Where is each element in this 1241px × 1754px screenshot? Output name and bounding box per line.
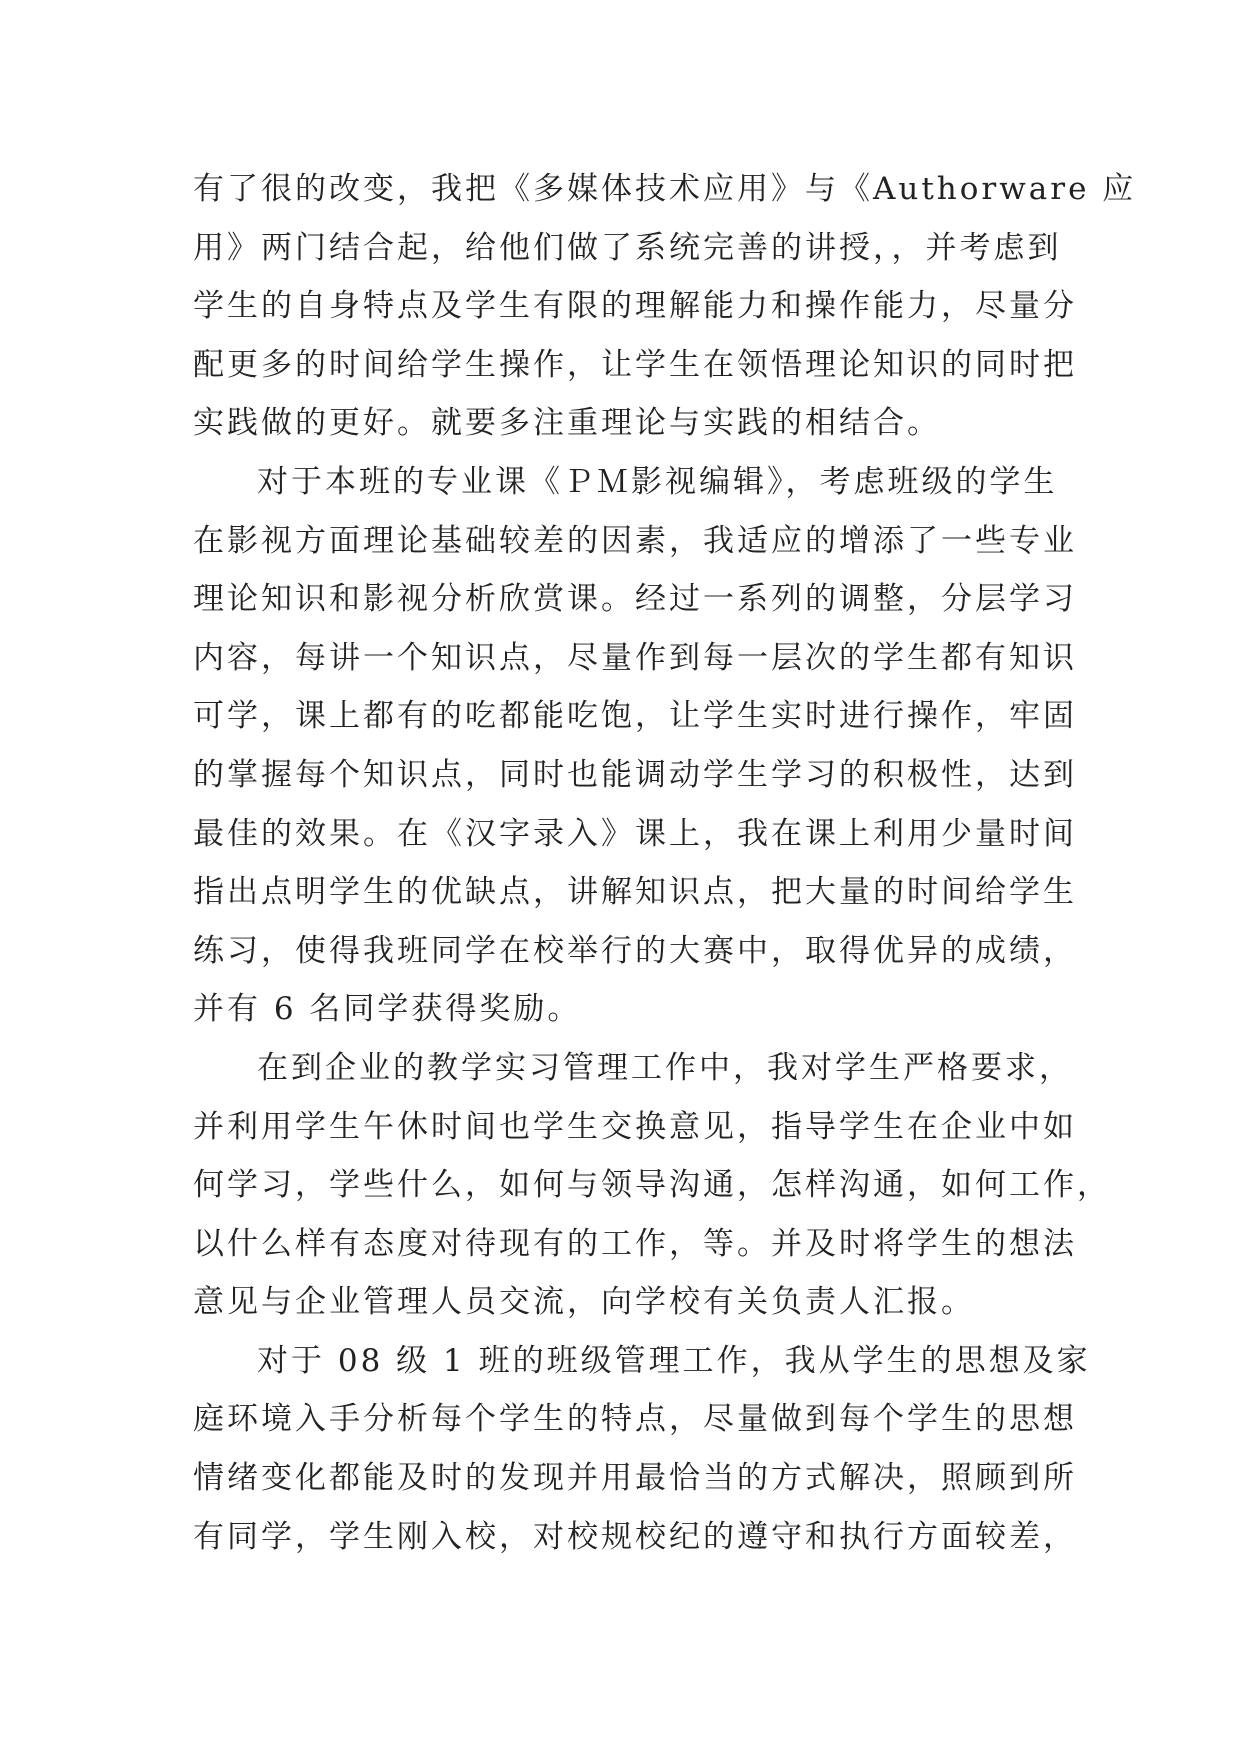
text-line: 学生的自身特点及学生有限的理解能力和操作能力，尽量分 [193, 288, 1077, 325]
document-body [193, 160, 1137, 1566]
text-line: 以什么样有态度对待现有的工作，等。并及时将学生的想法 [193, 1225, 1077, 1262]
paragraph [193, 160, 1137, 453]
text-line: 理论知识和影视分析欣赏课。经过一系列的调整，分层学习 [193, 581, 1077, 618]
paragraph [193, 1332, 1091, 1566]
text-line: 内容，每讲一个知识点，尽量作到每一层次的学生都有知识 [193, 639, 1077, 676]
text-line: 何学习，学些什么，如何与领导沟通，怎样沟通，如何工作， [193, 1167, 1111, 1204]
text-line: 庭环境入手分析每个学生的特点，尽量做到每个学生的思想 [193, 1401, 1077, 1438]
text-line: 配更多的时间给学生操作，让学生在领悟理论知识的同时把 [193, 346, 1077, 383]
text-line: 情绪变化都能及时的发现并用最恰当的方式解决，照顾到所 [193, 1460, 1077, 1497]
text-line: 实践做的更好。就要多注重理论与实践的相结合。 [193, 405, 941, 442]
text-line: 指出点明学生的优缺点，讲解知识点，把大量的时间给学生 [193, 874, 1077, 911]
text-line: 并利用学生午休时间也学生交换意见，指导学生在企业中如 [193, 1108, 1077, 1145]
text-line: 用》两门结合起，给他们做了系统完善的讲授，，并考虑到 [193, 229, 1062, 266]
text-line: 可学，课上都有的吃都能吃饱，让学生实时进行操作，牢固 [193, 698, 1077, 735]
text-line: 有同学，学生刚入校，对校规校纪的遵守和执行方面较差， [193, 1518, 1077, 1555]
text-line: 有了很的改变，我把《多媒体技术应用》与《Authorware 应 [193, 171, 1137, 207]
text-line: 对于本班的专业课《ＰＭ影视编辑》，考虑班级的学生 [257, 463, 1058, 500]
paragraph [193, 453, 1077, 1039]
text-line: 最佳的效果。在《汉字录入》课上，我在课上利用少量时间 [193, 815, 1077, 852]
paragraph [193, 1039, 1111, 1332]
text-line: 的掌握每个知识点，同时也能调动学生学习的积极性，达到 [193, 756, 1077, 793]
text-line: 在到企业的教学实习管理工作中，我对学生严格要求， [257, 1049, 1073, 1086]
text-line: 在影视方面理论基础较差的因素，我适应的增添了一些专业 [193, 522, 1077, 559]
text-line: 对于 08 级 1 班的班级管理工作，我从学生的思想及家 [257, 1342, 1091, 1379]
text-line: 意见与企业管理人员交流，向学校有关负责人汇报。 [193, 1284, 975, 1321]
text-line: 练习，使得我班同学在校举行的大赛中，取得优异的成绩， [193, 932, 1077, 969]
text-line: 并有 6 名同学获得奖励。 [193, 991, 582, 1028]
